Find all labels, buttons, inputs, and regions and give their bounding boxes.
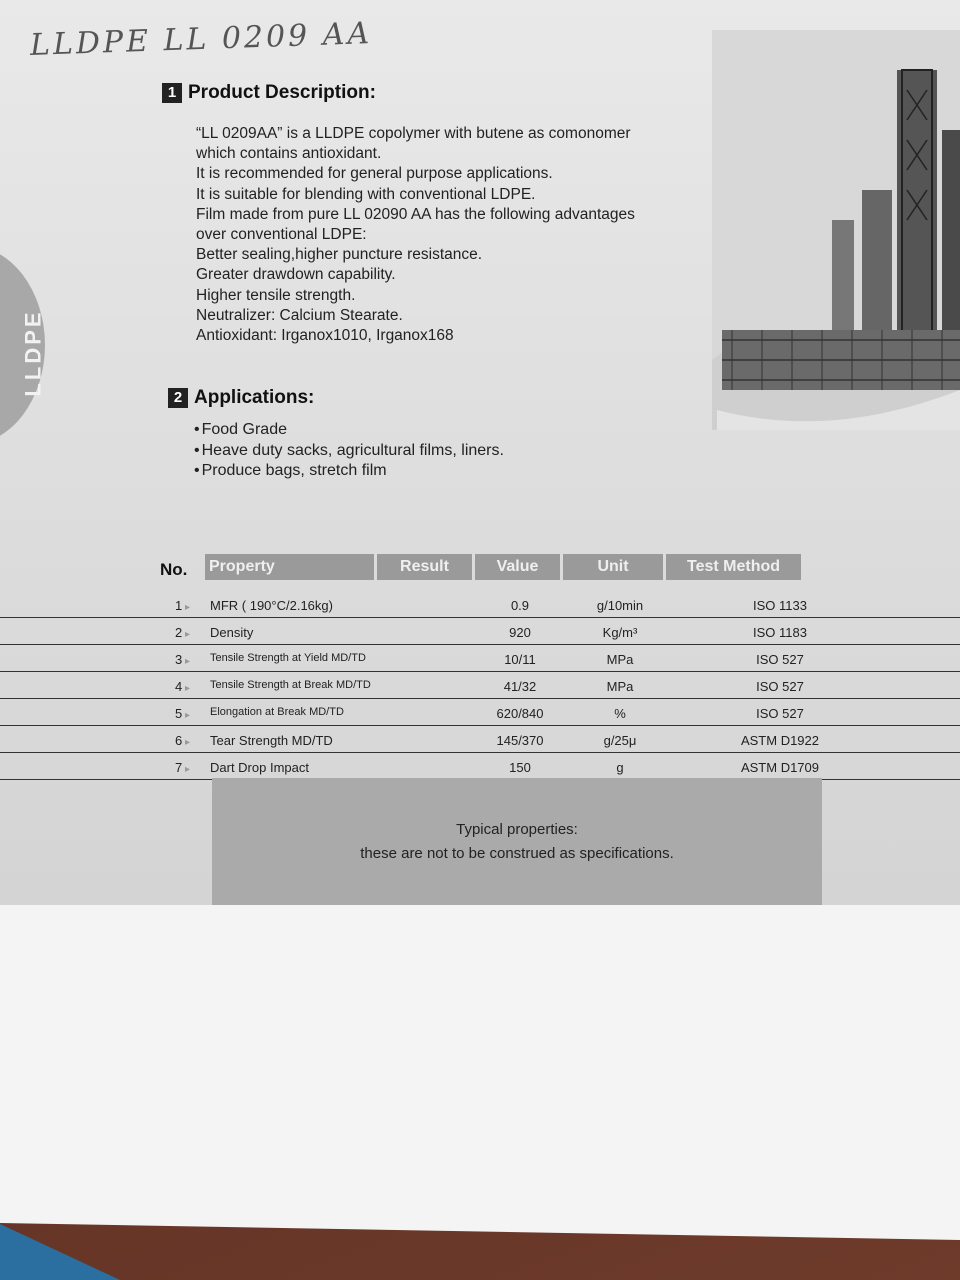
header-result: Result bbox=[377, 554, 472, 580]
row-value: 41/32 bbox=[503, 679, 537, 694]
row-property: Tear Strength MD/TD bbox=[210, 733, 333, 748]
table-row bbox=[0, 671, 960, 699]
row-value: 920 bbox=[509, 625, 531, 640]
row-number: 7 ▸ bbox=[165, 760, 190, 775]
header-unit: Unit bbox=[563, 554, 663, 580]
list-item: • Heave duty sacks, agricultural films, liners. bbox=[194, 441, 504, 462]
row-number: 1 ▸ bbox=[165, 598, 190, 613]
row-number: 6 ▸ bbox=[165, 733, 190, 748]
table-row bbox=[0, 752, 960, 780]
row-value: 620/840 bbox=[496, 706, 544, 721]
note-line-2: these are not to be construed as specifications. bbox=[360, 845, 674, 862]
table-row bbox=[0, 617, 960, 645]
refinery-image bbox=[712, 30, 960, 430]
header-value: Value bbox=[475, 554, 560, 580]
typical-properties-note bbox=[212, 778, 822, 905]
row-unit: g/10min bbox=[596, 598, 644, 613]
product-description bbox=[196, 124, 696, 346]
row-property: Elongation at Break MD/TD bbox=[210, 706, 344, 718]
section2-number: 2 bbox=[168, 388, 188, 408]
list-item: • Food Grade bbox=[194, 420, 504, 441]
row-value: 150 bbox=[509, 760, 531, 775]
section1-heading bbox=[162, 82, 376, 104]
row-value: 10/11 bbox=[504, 652, 536, 667]
row-property: Tensile Strength at Break MD/TD bbox=[210, 679, 371, 691]
row-test-method: ISO 527 bbox=[756, 652, 804, 667]
section2-title: Applications: bbox=[194, 387, 315, 408]
row-property: MFR ( 190°C/2.16kg) bbox=[210, 598, 333, 613]
row-test-method: ASTM D1709 bbox=[740, 760, 820, 775]
section1-number: 1 bbox=[162, 83, 182, 103]
no-column-label: No. bbox=[160, 560, 188, 579]
row-number: 5 ▸ bbox=[165, 706, 190, 721]
header-test-method: Test Method bbox=[666, 554, 801, 580]
row-unit: MPa bbox=[606, 679, 634, 694]
row-test-method: ASTM D1922 bbox=[740, 733, 820, 748]
table-header bbox=[205, 554, 805, 580]
table-row bbox=[0, 590, 960, 618]
row-property: Dart Drop Impact bbox=[210, 760, 309, 775]
row-number: 2 ▸ bbox=[165, 625, 190, 640]
list-item: • Produce bags, stretch film bbox=[194, 461, 504, 482]
section2-heading bbox=[168, 387, 314, 409]
row-property: Tensile Strength at Yield MD/TD bbox=[210, 652, 366, 664]
description-line: It is suitable for blending with conventional LDPE. bbox=[196, 185, 536, 203]
row-value: 0.9 bbox=[510, 598, 530, 613]
description-line: It is recommended for general purpose applications. bbox=[196, 165, 553, 183]
row-unit: g/25μ bbox=[603, 733, 637, 748]
section1-title: Product Description: bbox=[188, 82, 376, 103]
description-line: Greater drawdown capability. bbox=[196, 266, 396, 284]
row-value: 145/370 bbox=[496, 733, 544, 748]
description-line: Antioxidant: Irganox1010, Irganox168 bbox=[196, 327, 454, 345]
description-line: Neutralizer: Calcium Stearate. bbox=[196, 306, 403, 324]
description-line: which contains antioxidant. bbox=[196, 145, 382, 163]
applications-list bbox=[194, 420, 504, 482]
header-property: Property bbox=[205, 554, 374, 580]
table-row bbox=[0, 644, 960, 672]
blank-paper-sheet bbox=[0, 900, 960, 1240]
row-test-method: ISO 527 bbox=[756, 679, 804, 694]
row-number: 4 ▸ bbox=[165, 679, 190, 694]
handwritten-title: LLDPE LL 0209 AA bbox=[29, 16, 373, 63]
note-line-1: Typical properties: bbox=[456, 821, 578, 838]
row-test-method: ISO 1133 bbox=[753, 598, 807, 613]
row-unit: Kg/m³ bbox=[602, 625, 638, 640]
description-line: Better sealing,higher puncture resistance. bbox=[196, 246, 483, 264]
description-line: over conventional LDPE: bbox=[196, 226, 367, 244]
table-row bbox=[0, 725, 960, 753]
description-line: Higher tensile strength. bbox=[196, 286, 356, 304]
row-test-method: ISO 527 bbox=[756, 706, 804, 721]
row-property: Density bbox=[210, 625, 254, 640]
description-line: Film made from pure LL 02090 AA has the following advantages bbox=[196, 205, 635, 223]
table-row bbox=[0, 698, 960, 726]
row-number: 3 ▸ bbox=[165, 652, 190, 667]
side-badge-label: LLDPE bbox=[20, 309, 46, 397]
row-unit: g bbox=[616, 760, 624, 775]
row-unit: % bbox=[614, 706, 626, 721]
row-unit: MPa bbox=[606, 652, 634, 667]
row-test-method: ISO 1183 bbox=[753, 625, 807, 640]
description-line: “LL 0209AA” is a LLDPE copolymer with butene as comonomer bbox=[196, 125, 631, 142]
